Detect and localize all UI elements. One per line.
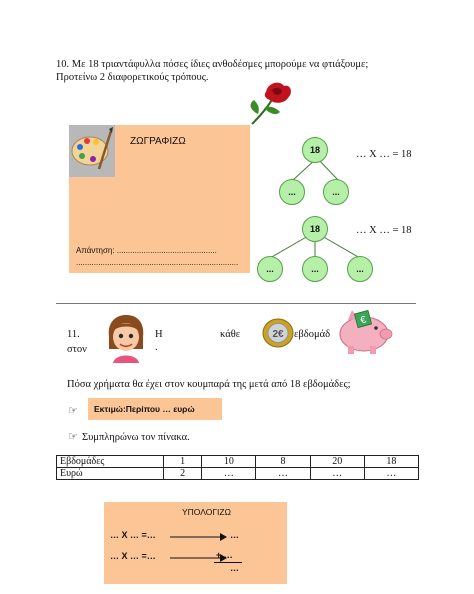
answer-line-2: ......................................................................... [76,258,239,267]
tree-1-root: 18 [302,137,328,163]
table-cell[interactable]: … [364,468,418,480]
tree-1-child[interactable]: ... [323,179,349,205]
table-cell[interactable]: … [202,468,256,480]
piggy-bank-icon [334,304,394,356]
question-11-number: 11. [67,329,80,340]
question-10-line2: Προτείνω 2 διαφορετικούς τρόπους. [56,72,209,83]
complete-table-label: Συμπληρώνω τον πίνακα. [82,432,190,443]
draw-box-title: ΖΩΓΡΑΦΙΖΩ [130,136,186,147]
table-cell: Ευρώ [57,468,164,480]
table-cell: 2 [164,468,202,480]
coin-value: 2€ [272,329,284,340]
palette-icon [69,125,115,177]
euro-coin-icon [262,318,294,348]
pointing-hand-icon: ☞ [68,405,78,417]
estimate-label: Εκτιμώ:Περίπου … ευρώ [88,398,222,420]
calc-result-3: … [230,563,239,573]
calc-result-2: + … [216,550,233,560]
calc-box-title: ΥΠΟΛΟΓΙΖΩ [182,507,231,517]
calc-box [104,502,287,584]
table-cell[interactable]: … [310,468,364,480]
pointing-hand-icon: ☞ [68,431,78,443]
rose-icon [244,78,298,128]
answer-line: Απάντηση: ............................................. [76,246,217,255]
question-11-text: Πόσα χρήματα θα έχει στον κουμπαρά της μετά από 18 εβδομάδες; [67,379,351,390]
arrow-right-icon [168,532,228,542]
table-cell[interactable]: … [256,468,310,480]
table-cell: 8 [256,456,310,468]
tree-2-root: 18 [302,216,328,242]
girl-icon [103,313,149,363]
word-h: Η [155,329,163,340]
question-10-line1: 10. Με 18 τριαντάφυλλα πόσες ίδιες ανθοδέσμες μπορούμε να φτιάξουμε; [56,59,369,70]
tree-1-child[interactable]: ... [279,179,305,205]
table-cell: 10 [202,456,256,468]
dot: . [155,342,158,353]
table-row [57,468,419,480]
table-cell: 20 [310,456,364,468]
word-kathe: κάθε [220,329,241,340]
tree-2-child[interactable]: ... [347,256,373,282]
tree-1-equation: … X … = 18 [356,149,412,160]
word-ston: στον [67,344,87,355]
calc-line-2: … X … =… [110,551,156,561]
table-cell: 18 [364,456,418,468]
table-cell: Εβδομάδες [57,456,164,468]
calc-line-1: … X … =… [110,530,156,540]
weeks-euros-table [56,455,419,480]
tree-2-child[interactable]: ... [257,256,283,282]
svg-text:€: € [359,314,368,327]
calc-result-1: … [230,530,239,540]
table-cell: 1 [164,456,202,468]
tree-2-equation: … X … = 18 [356,225,412,236]
word-evdomada: εβδομάδ [294,329,331,340]
tree-2-child[interactable]: ... [302,256,328,282]
table-row [57,456,419,468]
